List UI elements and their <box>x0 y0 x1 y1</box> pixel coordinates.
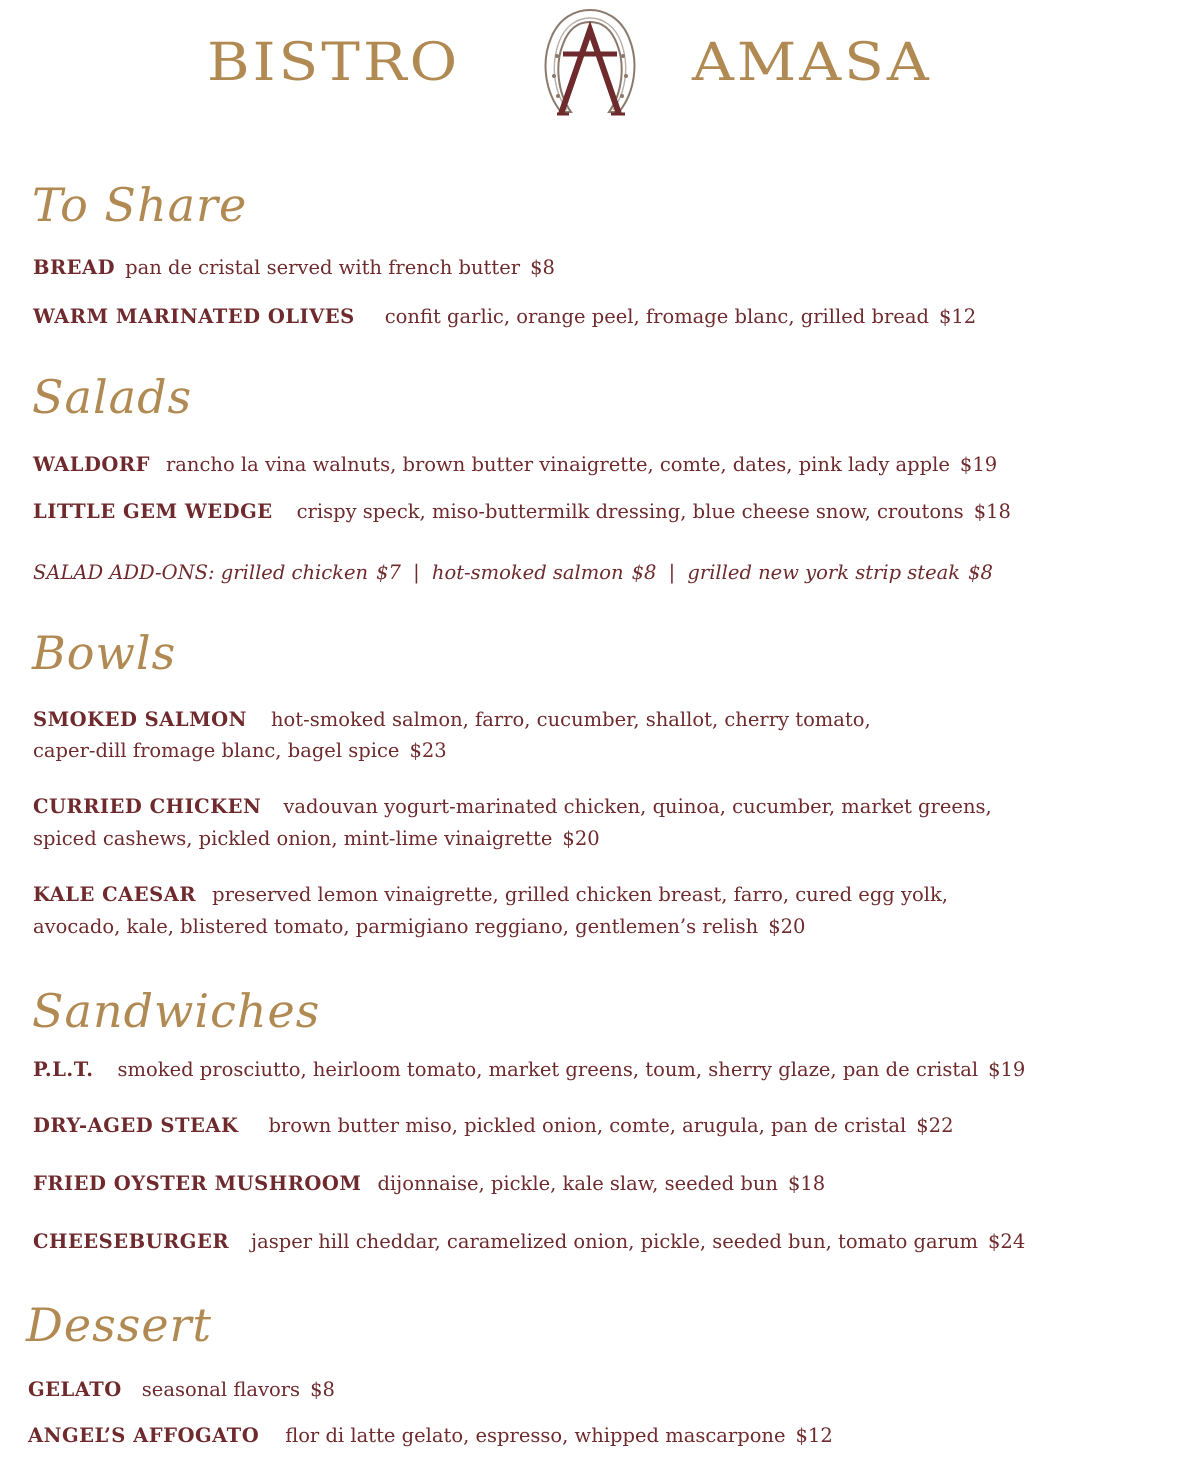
item-name: GELATO <box>28 1378 122 1401</box>
section-title-bowls: Bowls <box>32 626 177 680</box>
menu-item-smoked-salmon-line2 <box>33 735 447 767</box>
menu-item-bread <box>33 252 555 284</box>
item-name: CURRIED CHICKEN <box>33 795 262 818</box>
add-on-name: grilled chicken <box>220 561 369 584</box>
item-price: $19 <box>959 453 998 476</box>
item-name: ANGEL’S AFFOGATO <box>28 1424 260 1447</box>
menu-item-smoked-salmon <box>33 704 871 736</box>
item-name: DRY-AGED STEAK <box>33 1114 239 1137</box>
item-description-cont: caper-dill fromage blanc, bagel spice <box>33 739 400 762</box>
menu-item-dry-aged-steak <box>33 1110 953 1142</box>
item-description-cont: avocado, kale, blistered tomato, parmigiano reggiano, gentlemen’s relish <box>33 915 759 938</box>
item-name: SMOKED SALMON <box>33 708 247 731</box>
menu-item-plt <box>33 1054 1025 1086</box>
item-description: vadouvan yogurt-marinated chicken, quinoa, cucumber, market greens, <box>283 795 992 818</box>
item-name: WARM MARINATED OLIVES <box>33 305 355 328</box>
section-title-salads: Salads <box>32 370 193 424</box>
item-name: KALE CAESAR <box>33 883 197 906</box>
item-description: seasonal flavors <box>141 1378 301 1401</box>
add-on-price: $7 <box>376 561 401 584</box>
menu-item-angels-affogato <box>28 1420 833 1452</box>
salad-add-ons <box>33 561 993 584</box>
item-price: $12 <box>938 305 977 328</box>
item-price: $18 <box>787 1172 826 1195</box>
item-description: hot-smoked salmon, farro, cucumber, shallot, cherry tomato, <box>270 708 871 731</box>
item-name: WALDORF <box>33 453 150 476</box>
item-description: smoked prosciutto, heirloom tomato, market greens, toum, sherry glaze, pan de cristal <box>117 1058 979 1081</box>
item-price: $22 <box>916 1114 954 1137</box>
item-description-cont: spiced cashews, pickled onion, mint-lime vinaigrette <box>33 827 553 850</box>
menu-item-waldorf <box>33 449 997 481</box>
item-description: jasper hill cheddar, caramelized onion, pickle, seeded bun, tomato garum <box>251 1230 978 1253</box>
section-title-sandwiches: Sandwiches <box>32 984 321 1038</box>
item-name: CHEESEBURGER <box>33 1230 230 1253</box>
horseshoe-monogram-logo-icon <box>537 6 643 118</box>
item-description: dijonnaise, pickle, kale slaw, seeded bun <box>377 1172 778 1195</box>
add-on-price: $8 <box>968 561 993 584</box>
add-ons-label: SALAD ADD-ONS: <box>33 561 215 584</box>
item-price: $12 <box>795 1424 833 1447</box>
item-description: confit garlic, orange peel, fromage blanc, grilled bread <box>384 305 929 328</box>
item-description: flor di latte gelato, espresso, whipped mascarpone <box>285 1424 786 1447</box>
item-description: brown butter miso, pickled onion, comte, arugula, pan de cristal <box>268 1114 907 1137</box>
item-name: LITTLE GEM WEDGE <box>33 500 273 523</box>
item-description: crispy speck, miso-buttermilk dressing, blue cheese snow, croutons <box>296 500 964 523</box>
item-description: rancho la vina walnuts, brown butter vinaigrette, comte, dates, pink lady apple <box>165 453 950 476</box>
restaurant-name-left: BISTRO <box>207 31 461 93</box>
item-price: $24 <box>988 1230 1026 1253</box>
restaurant-name-right: AMASA <box>692 31 932 93</box>
item-name: FRIED OYSTER MUSHROOM <box>33 1172 362 1195</box>
item-name: P.L.T. <box>33 1058 94 1081</box>
menu-item-curried-chicken <box>33 791 992 823</box>
add-on-price: $8 <box>631 561 657 584</box>
item-price: $8 <box>530 256 555 279</box>
item-price: $20 <box>768 915 806 938</box>
menu-item-gelato <box>28 1374 335 1406</box>
section-title-to-share: To Share <box>32 178 248 232</box>
menu-item-little-gem-wedge <box>33 496 1011 528</box>
item-price: $18 <box>973 500 1011 523</box>
item-price: $23 <box>409 739 447 762</box>
add-on-name: hot-smoked salmon <box>431 561 624 584</box>
menu-item-cheeseburger <box>33 1226 1025 1258</box>
item-price: $8 <box>310 1378 335 1401</box>
item-price: $19 <box>988 1058 1026 1081</box>
menu-item-warm-marinated-olives <box>33 301 976 333</box>
menu-item-curried-chicken-line2 <box>33 823 600 855</box>
menu-item-fried-oyster-mushroom <box>33 1168 825 1200</box>
add-on-separator: | <box>668 561 676 584</box>
menu-item-kale-caesar-line2 <box>33 911 805 943</box>
item-name: BREAD <box>33 256 116 279</box>
item-description: preserved lemon vinaigrette, grilled chicken breast, farro, cured egg yolk, <box>212 883 948 906</box>
item-price: $20 <box>562 827 600 850</box>
item-description: pan de cristal served with french butter <box>125 256 521 279</box>
add-on-separator: | <box>413 561 420 584</box>
add-on-name: grilled new york strip steak <box>687 561 961 584</box>
section-title-dessert: Dessert <box>26 1298 213 1352</box>
menu-item-kale-caesar <box>33 879 948 911</box>
